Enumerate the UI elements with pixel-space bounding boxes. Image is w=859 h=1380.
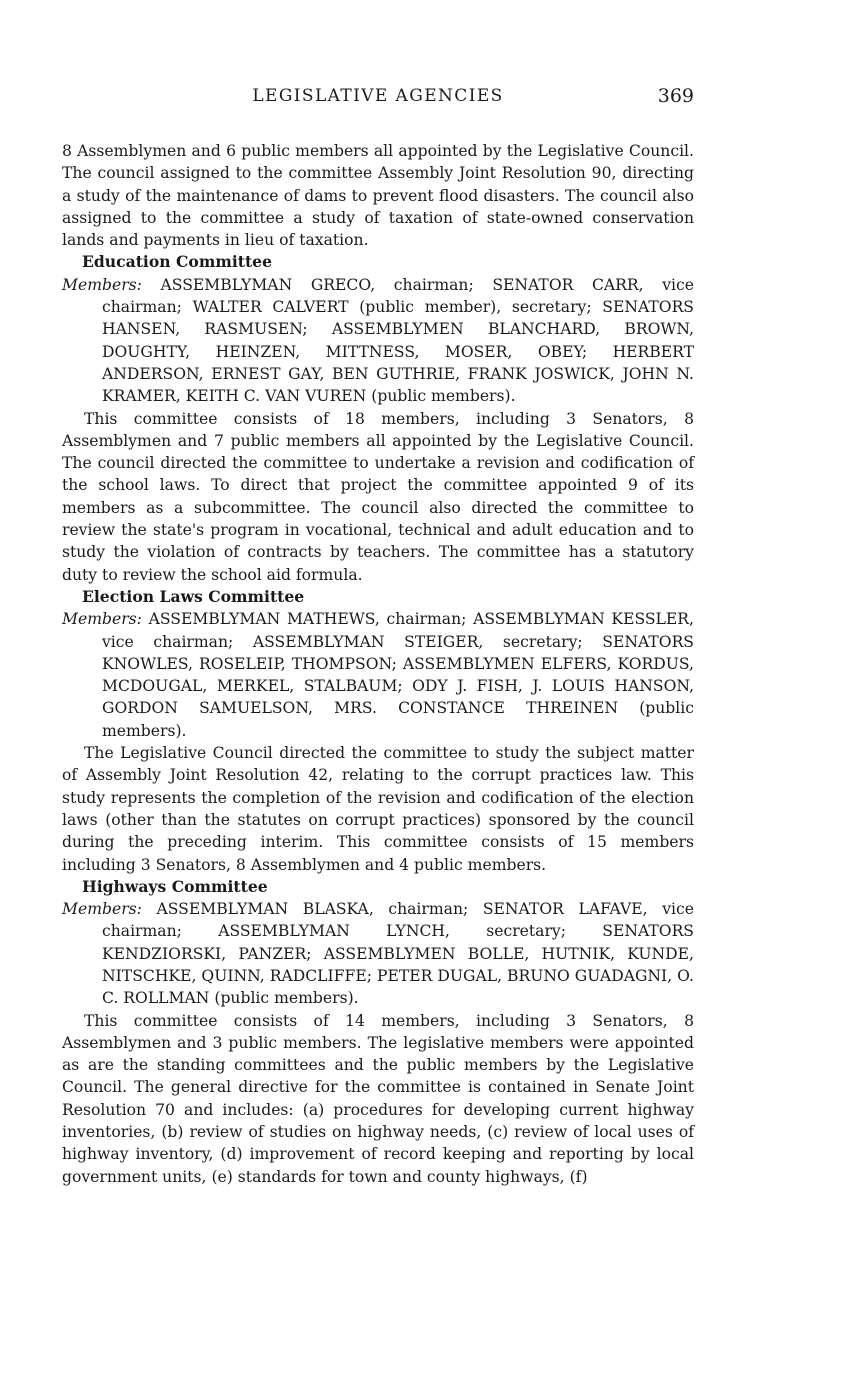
highways-committee-paragraph: This committee consists of 14 members, including 3 Senators, 8 Assemblymen and 3 public members. The legislative members were appointed as are the standing committees and the public members by the Legislative Council. The general directive for the committee is contained in Senate Joint Resolution 70 and includes: (a) procedures for developing current highway inventories, (b) review of studies on highway needs, (c) review of local uses of highway inventory, (d) improvement of record keeping and reporting by local government units, (e) standards for town and county highways, (f) xyxy=(62,1011,694,1186)
education-committee-heading: Education Committee xyxy=(82,252,273,272)
members-list: ASSEMBLYMAN GRECO, chairman; SENATOR CARR, vice chairman; WALTER CALVERT (public member), secretary; SENATORS HANSEN, RASMUSEN; ASSEMBLYMEN BLANCHARD, BROWN, DOUGHTY, HEINZEN, MITTNESS, MOSER, OBEY; HERBERT ANDERSON, ERNEST GAY, BEN GUTHRIE, FRANK JOSWICK, JOHN N. KRAMER, KEITH C. VAN VUREN (public members). xyxy=(102,275,694,406)
education-committee-members xyxy=(62,274,694,408)
highways-committee-heading: Highways Committee xyxy=(82,876,268,896)
election-laws-committee-members xyxy=(62,608,694,742)
members-label: Members: xyxy=(62,900,142,919)
continued-paragraph: 8 Assemblymen and 6 public members all appointed by the Legislative Council. The council assigned to the committee Assembly Joint Resolution 90, directing a study of the maintenance of dams to prevent flood disasters. The council also assigned to the committee a study of taxation of state-owned conservation lands and payments in lieu of taxation. xyxy=(62,142,694,250)
members-list: ASSEMBLYMAN BLASKA, chairman; SENATOR LAFAVE, vice chairman; ASSEMBLYMAN LYNCH, secretary; SENATORS KENDZIORSKI, PANZER; ASSEMBLYMEN BOLLE, HUTNIK, KUNDE, NITSCHKE, QUINN, RADCLIFFE; PETER DUGAL, BRUNO GUADAGNI, O. C. ROLLMAN (public members). xyxy=(102,900,694,1008)
members-label: Members: xyxy=(62,610,142,629)
election-laws-committee-paragraph: The Legislative Council directed the committee to study the subject matter of Assembly Joint Resolution 42, relating to the corrupt practices law. This study represents the completion of the revision and codification of the election laws (other than the statutes on corrupt practices) sponsored by the council during the preceding interim. This committee consists of 15 members including 3 Senators, 8 Assemblymen and 4 public members. xyxy=(62,744,694,874)
body-text xyxy=(62,140,694,1188)
running-head-title: LEGISLATIVE AGENCIES xyxy=(252,86,504,106)
members-list: ASSEMBLYMAN MATHEWS, chairman; ASSEMBLYMAN KESSLER, vice chairman; ASSEMBLYMAN STEIGER, secretary; SENATORS KNOWLES, ROSELEIP, THOMPSON; ASSEMBLYMEN ELFERS, KORDUS, MCDOUGAL, MERKEL, STALBAUM; ODY J. FISH, J. LOUIS HANSON, GORDON SAMUELSON, MRS. CONSTANCE THREINEN (public members). xyxy=(102,610,694,740)
members-label: Members: xyxy=(62,275,142,294)
education-committee-paragraph: This committee consists of 18 members, including 3 Senators, 8 Assemblymen and 7 public members all appointed by the Legislative Council. The council directed the committee to undertake a revision and codification of the school laws. To direct that project the committee appointed 9 of its members as a subcommittee. The council also directed the committee to review the state's program in vocational, technical and adult education and to study the violation of contracts by teachers. The committee has a statutory duty to review the school aid formula. xyxy=(62,409,694,584)
highways-committee-members xyxy=(62,898,694,1009)
page-number: 369 xyxy=(657,85,694,107)
running-head xyxy=(62,86,694,112)
election-laws-committee-heading: Election Laws Committee xyxy=(82,586,305,606)
